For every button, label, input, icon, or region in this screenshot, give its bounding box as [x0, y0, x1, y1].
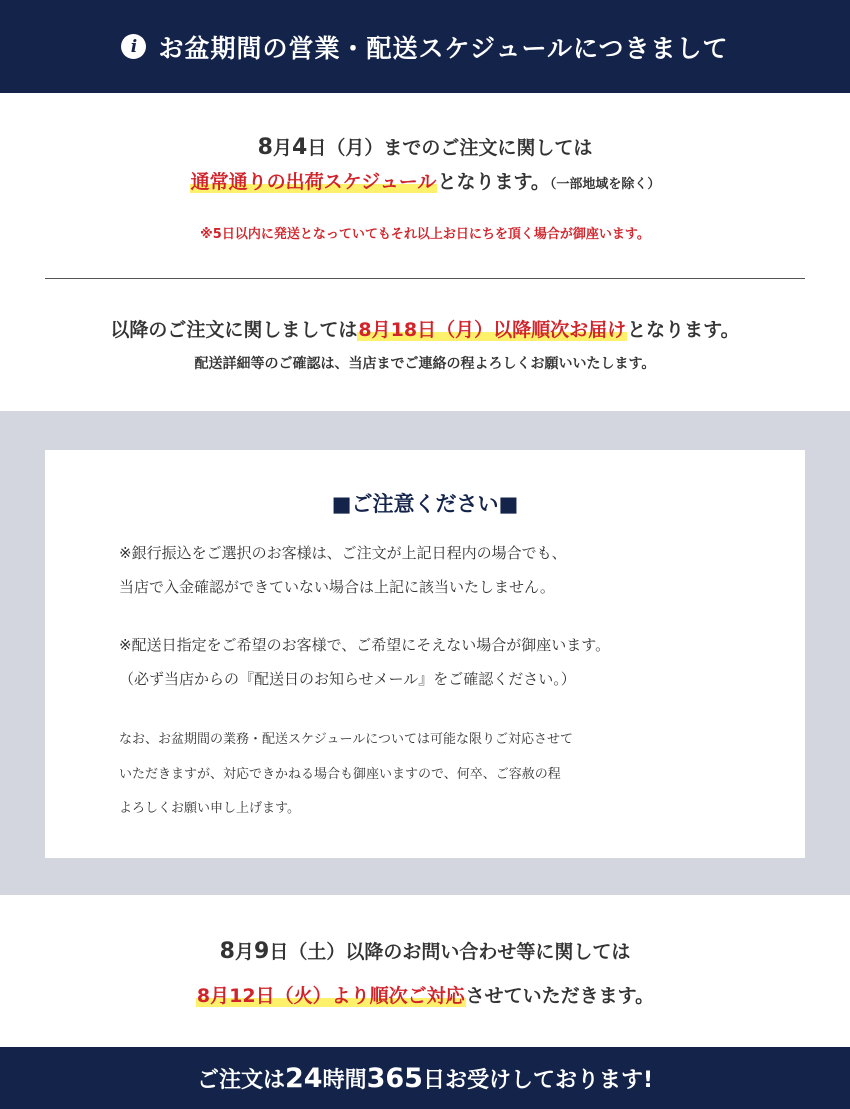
- delivery-date-note-1: ※配送日指定をご希望のお客様で、ご希望にそえない場合が御座います。: [119, 636, 611, 654]
- notice-title: ■ご注意ください■: [331, 492, 519, 516]
- notice-box: [45, 450, 805, 858]
- later-orders-after: となります。: [627, 319, 740, 341]
- response-highlight: 8月12日（火）より順次ご対応: [196, 985, 465, 1007]
- closing-note-3: よろしくお願い申し上げます。: [119, 801, 300, 816]
- contact-note: 配送詳細等のご確認は、当店までご連絡の程よろしくお願いいたします。: [194, 356, 656, 372]
- footer-text-3: 日: [422, 1067, 445, 1093]
- day-number: 4: [292, 135, 308, 160]
- footer-days: 365: [366, 1062, 423, 1094]
- info-icon: i: [121, 34, 146, 59]
- divider: [45, 278, 805, 279]
- normal-shipping-highlight: 通常通りの出荷スケジュール: [190, 171, 437, 193]
- deadline-text: 日（月）までのご注文に関しては: [307, 137, 593, 159]
- footer-banner: [0, 1047, 850, 1109]
- footer-hours: 24: [284, 1062, 323, 1094]
- response-rest: させていただきます。: [465, 985, 655, 1007]
- month-label: 月: [234, 941, 254, 963]
- footer-text-1: ご注文は: [196, 1067, 285, 1093]
- region-note: （一部地域を除く）: [549, 177, 661, 192]
- header-title: お盆期間の営業・配送スケジュールにつきまして: [158, 33, 729, 63]
- header-banner: [0, 0, 850, 93]
- inquiry-text: 日（土）以降のお問い合わせ等に関しては: [269, 941, 631, 963]
- closing-note-2: いただきますが、対応できかねる場合も御座いますので、何卒、ご容赦の程: [119, 767, 561, 782]
- later-orders-before: 以降のご注文に関しましては: [110, 319, 358, 341]
- bank-transfer-note-1: ※銀行振込をご選択のお客様は、ご注文が上記日程内の場合でも、: [119, 544, 567, 562]
- day-number: 9: [254, 939, 270, 964]
- month-number: 8: [257, 135, 273, 160]
- normal-shipping-line: [0, 167, 850, 194]
- normal-shipping-rest: となります。: [437, 171, 550, 193]
- month-label: 月: [272, 137, 292, 159]
- order-deadline-line: [0, 133, 850, 160]
- footer-text-2: 時間: [322, 1067, 367, 1093]
- response-line: [0, 981, 850, 1008]
- schedule-section: [0, 93, 850, 411]
- inquiry-line: [0, 937, 850, 964]
- delay-warning: ※5日以内に発送となっていてもそれ以上お日にちを頂く場合が御座います。: [200, 227, 650, 242]
- notice-band: [0, 411, 850, 895]
- later-orders-highlight: 8月18日（月）以降順次お届け: [358, 319, 627, 341]
- later-orders-line: [0, 315, 850, 342]
- delivery-date-note-2: （必ず当店からの『配送日のお知らせメール』をご確認ください。）: [119, 670, 576, 688]
- closing-note-1: なお、お盆期間の業務・配送スケジュールについては可能な限りご対応させて: [119, 732, 573, 747]
- footer-text-4: お受けしております!: [444, 1067, 654, 1093]
- bank-transfer-note-2: 当店で入金確認ができていない場合は上記に該当いたしません。: [119, 578, 555, 596]
- inquiry-section: [0, 895, 850, 1047]
- month-number: 8: [219, 939, 235, 964]
